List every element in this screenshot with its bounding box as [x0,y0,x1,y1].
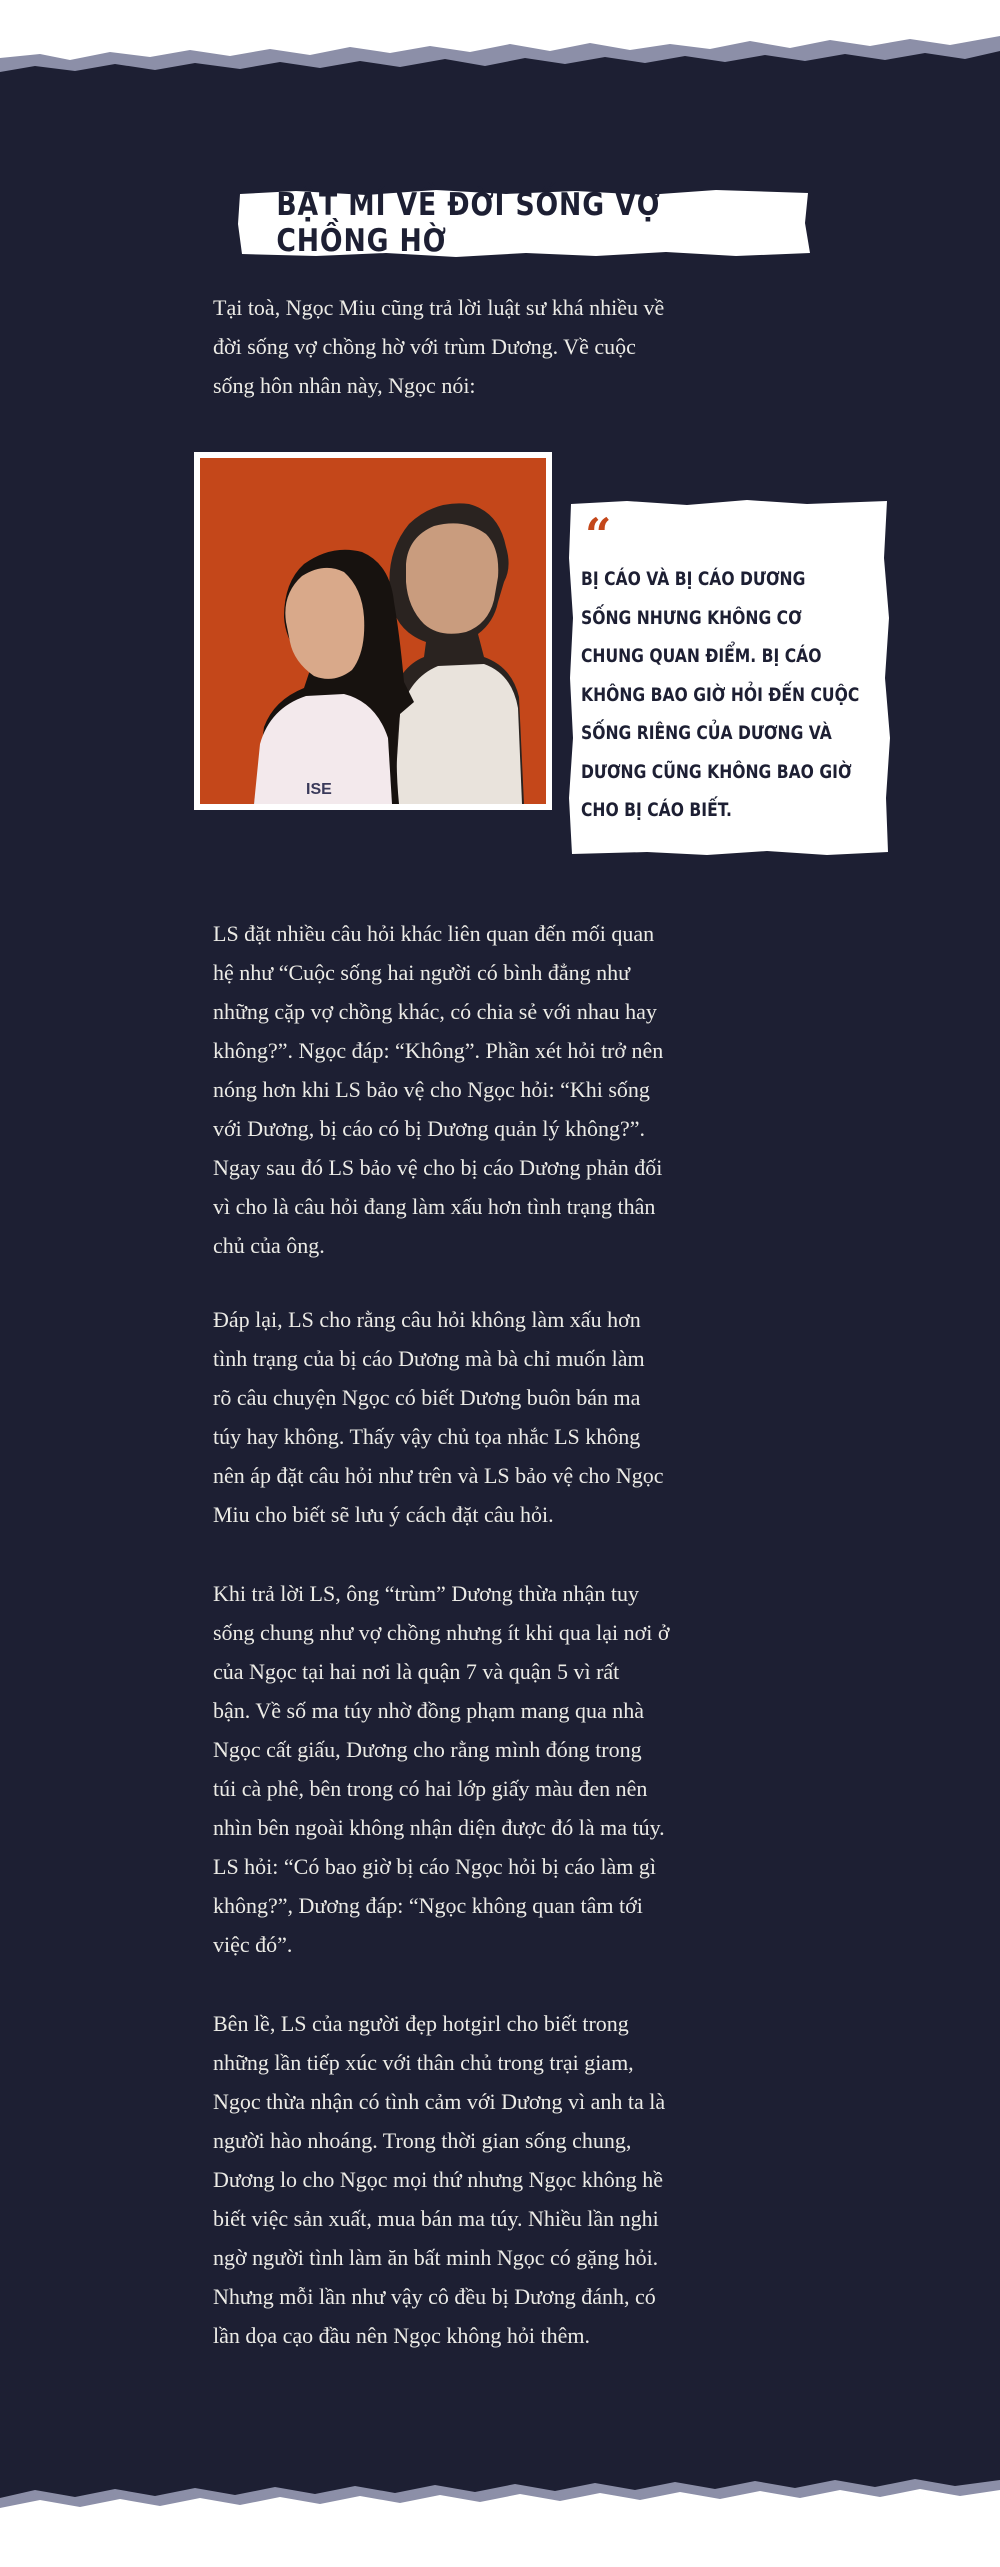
couple-photo [194,452,552,810]
heading-text: BẬT MÍ VỀ ĐỜI SỐNG VỢ CHỒNG HỜ [276,187,661,259]
quote-card [567,498,892,858]
paragraph-4: Bên lề, LS của người đẹp hotgirl cho biết trong những lần tiếp xúc với thân chủ trong trại giam, Ngọc thừa nhận có tình cảm với Dương vì anh ta là người hào nhoáng. Trong thời gian sống chung, Dương lo cho Ngọc mọi thứ nhưng Ngọc không hề biết việc sản xuất, mua bán ma túy. Nhiều lần nghi ngờ người tình làm ăn bất minh Ngọc có gặng hỏi. Nhưng mỗi lần như vậy cô đều bị Dương đánh, có lần dọa cạo đầu nên Ngọc không hỏi thêm. [213,2011,666,2348]
svg-text:ISE: ISE [306,781,332,798]
paragraph-1: LS đặt nhiều câu hỏi khác liên quan đến mối quan hệ như “Cuộc sống hai người có bình đẳng như những cặp vợ chồng khác, có chia sẻ với nhau hay không?”. Ngọc đáp: “Không”. Phần xét hỏi trở nên nóng hơn khi LS bảo vệ cho Ngọc hỏi: “Khi sống với Dương, bị cáo có bị Dương quản lý không?”. Ngay sau đó LS bảo vệ cho bị cáo Dương phản đối vì cho là câu hỏi đang làm xấu hơn tình trạng thân chủ của ông. [213,921,664,1258]
section-heading [236,188,812,258]
quote-mark-icon: “ [585,508,612,562]
quote-text: BỊ CÁO VÀ BỊ CÁO DƯƠNG SỐNG NHƯNG KHÔNG CƠ CHUNG QUAN ĐIỂM. BỊ CÁO KHÔNG BAO GIỜ HỎI ĐẾN CUỘC SỐNG RIÊNG CỦA DƯƠNG VÀ DƯƠNG CŨNG KHÔNG BAO GIỜ CHO BỊ CÁO BIẾT. [581,568,860,821]
torn-paper-top-edge [0,0,1000,80]
intro-paragraph: Tại toà, Ngọc Miu cũng trả lời luật sư khá nhiều về đời sống vợ chồng hờ với trùm Dương. Về cuộc sống hôn nhân này, Ngọc nói: [213,295,665,398]
paragraph-3: Khi trả lời LS, ông “trùm” Dương thừa nhận tuy sống chung như vợ chồng nhưng ít khi qua lại nơi ở của Ngọc tại hai nơi là quận 7 và quận 5 vì rất bận. Về số ma túy nhờ đồng phạm mang qua nhà Ngọc cất giấu, Dương cho rằng mình đóng trong túi cà phê, bên trong có hai lớp giấy màu đen nên nhìn bên ngoài không nhận diện được đó là ma túy. LS hỏi: “Có bao giờ bị cáo Ngọc hỏi bị cáo làm gì không?”, Dương đáp: “Ngọc không quan tâm tới việc đó”. [213,1581,670,1957]
paragraph-2: Đáp lại, LS cho rằng câu hỏi không làm xấu hơn tình trạng của bị cáo Dương mà bà chỉ muốn làm rõ câu chuyện Ngọc có biết Dương buôn bán ma túy hay không. Thấy vậy chủ tọa nhắc LS không nên áp đặt câu hỏi như trên và LS bảo vệ cho Ngọc Miu cho biết sẽ lưu ý cách đặt câu hỏi. [213,1307,664,1527]
torn-paper-bottom-edge [0,2470,1000,2567]
